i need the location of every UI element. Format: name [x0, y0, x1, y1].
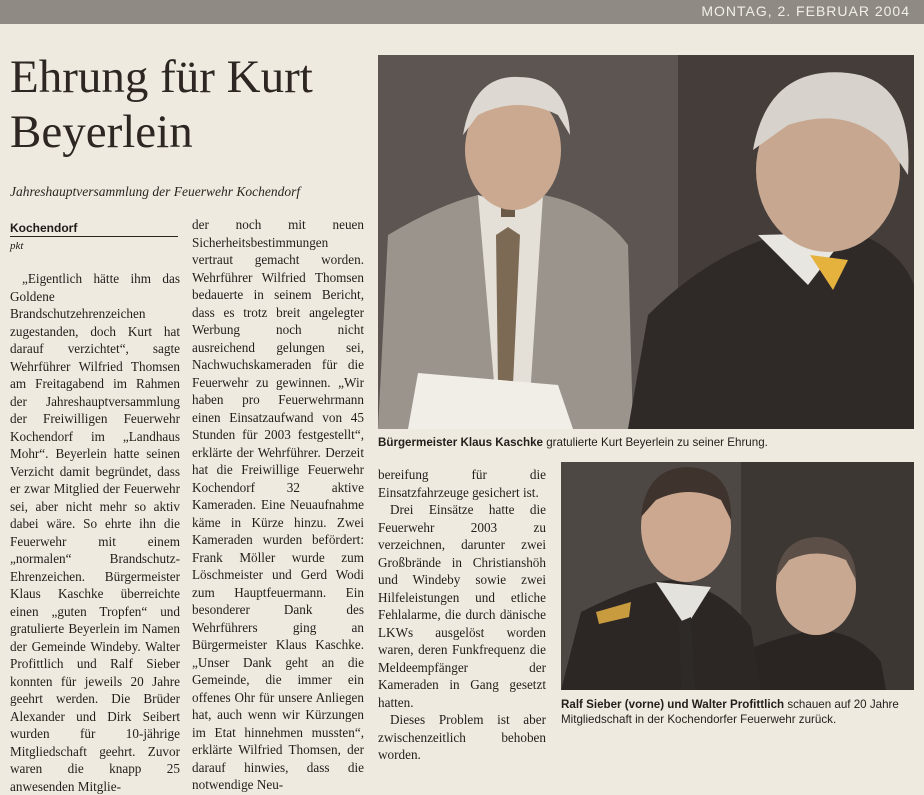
article-column-2 — [192, 216, 364, 794]
subheadline: Jahreshauptversammlung der Feuerwehr Kochendorf — [10, 184, 301, 199]
article-paragraph: Drei Einsätze hatte die Feuerwehr 2003 zu verzeichnen, darunter zwei Großbrände in Christianshöh und Windeby sowie zwei Hilfeleistungen und etliche Fehlalarme, die durch dänische LKWs ausgelöst worden waren, deren Funkfrequenz die Meldeempfänger der Kameraden in Gang gesetzt hatten. — [378, 502, 546, 710]
author-initials: pkt — [10, 240, 24, 252]
issue-date: MONTAG, 2. FEBRUAR 2004 — [701, 3, 910, 19]
article-paragraph: bereifung für die Einsatzfahrzeuge gesichert ist. — [378, 467, 546, 500]
photo-mayor-congratulates — [378, 55, 914, 429]
photo1-caption — [378, 435, 918, 450]
date-bar — [0, 0, 924, 24]
article-paragraph: der noch mit neuen Sicherheitsbestimmungen vertraut gemacht worden. Wehrführer Wilfried Thomsen bedauerte in seinem Bericht, dass es trotz breit angelegter Werbung noch nicht ausreichend gelungen sei, Nachwuchskameraden für die Feuerwehr zu gewinnen. „Wir haben pro Feuerwehrmann einen Einsatzaufwand von 45 Stunden für 2003 festgestellt“, erklärte der Wehrführer. Derzeit hat die Freiwillige Feuerwehr Kochendorf 32 aktive Kameraden. Eine Neuaufnahme käme in Kürze hinzu. Zwei Kameraden wurden befördert: Frank Möller wurde zum Löschmeister und Gerd Wodi zum Hauptfeuermann. Ein besonderer Dank des Wehrführers ging an Bürgermeister Klaus Kaschke. „Unser Dank geht an die Gemeinde, die immer ein offenes Ohr für unsere Anliegen hat, auch wenn wir Kürzungen im Etat hinnehmen mussten“, erklärte Wilfried Thomsen, der darauf hinwies, dass die notwendige Neu- — [192, 217, 364, 792]
photo-illustration — [561, 462, 914, 690]
article-paragraph: Dieses Problem ist aber zwischenzeitlich behoben worden. — [378, 712, 546, 762]
caption-text: gratulierte Kurt Beyerlein zu seiner Ehrung. — [542, 436, 768, 449]
photo-two-firefighters — [561, 462, 914, 690]
article-paragraph: „Eigentlich hätte ihm das Goldene Brandschutzehrenzeichen zugestanden, doch Kurt hat darauf verzichtet“, sagte Wehrführer Wilfried Thomsen am Freitagabend im Rahmen der Jahreshauptversammlung der Freiwilligen Feuerwehr Kochendorf im „Landhaus Mohr“. Beyerlein hatte seinen Verzicht damit begründet, dass er zwar Mitglied der Feuerwehr sei, aber nicht mehr so aktiv dabei wäre. So ehrte ihn die Feuerwehr mit einem „normalen“ Brandschutz-Ehrenzeichen. Bürgermeister Klaus Kaschke überreichte einen „guten Tropfen“ und gratulierte Beyerlein im Namen der Gemeinde Windeby. Walter Profittlich und Ralf Sieber konnten für jeweils 20 Jahre geehrt werden. Die Brüder Alexander und Dirk Seibert wurden für 10-jährige Mitgliedschaft geehrt. Zuvor waren die knapp 25 anwesenden Mitglie- — [10, 271, 180, 794]
article-column-3 — [378, 466, 546, 764]
dateline: Kochendorf — [10, 221, 178, 237]
headline: Ehrung für Kurt Beyerlein — [10, 51, 313, 158]
caption-text: schauen auf 20 Jahre Mitgliedschaft in der Kochendorfer Feuerwehr zurück. — [561, 698, 899, 726]
article-column-1 — [10, 270, 180, 795]
photo-illustration — [378, 55, 914, 429]
caption-bold: Ralf Sieber (vorne) und Walter Profittlich — [561, 698, 785, 711]
photo2-caption — [561, 697, 921, 727]
caption-bold: Bürgermeister Klaus Kaschke — [378, 436, 543, 449]
